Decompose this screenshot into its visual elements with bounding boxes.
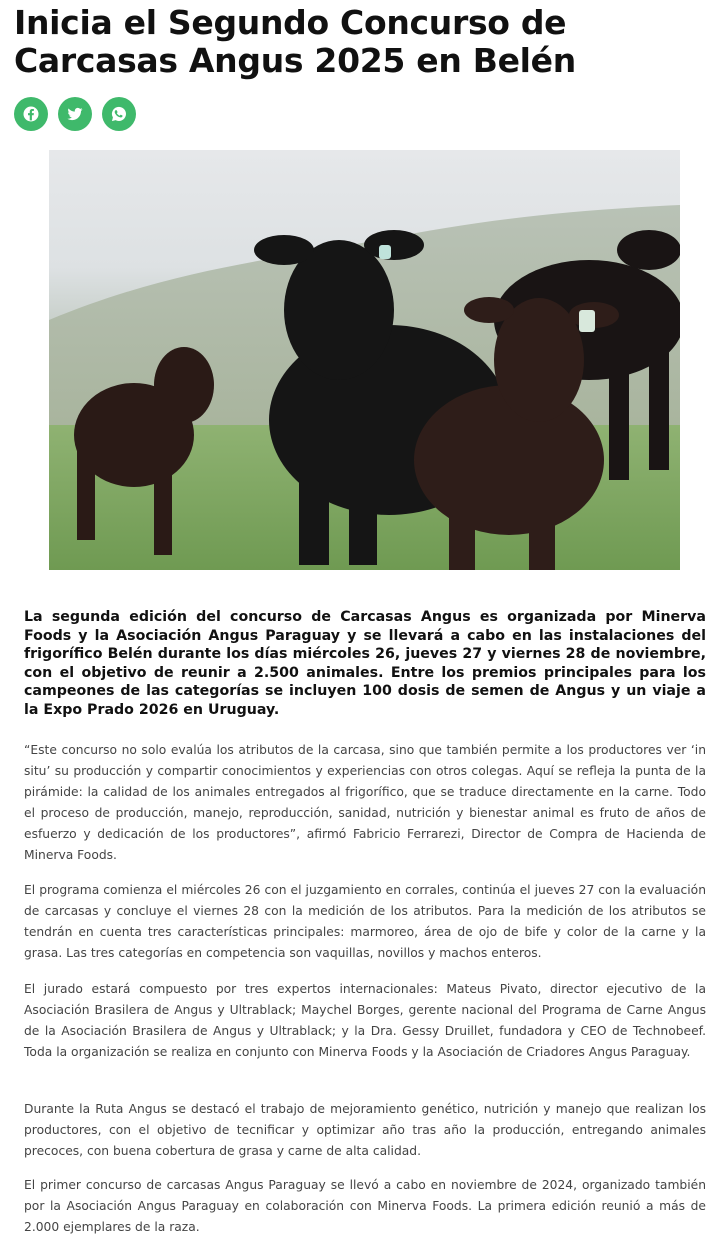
- twitter-share-button[interactable]: [58, 97, 92, 131]
- article-paragraph: El programa comienza el miércoles 26 con el juzgamiento en corrales, continúa el jueves 27 con la evaluación de carcasas y concluye el viernes 28 con la medición de los atributos. Para la medición de los atributos se tendrán en cuenta tres características principales: marmoreo, área de ojo de bife y color de la carne y la grasa. Las tres categorías en competencia son vaquillas, novillos y machos enteros.: [24, 883, 706, 960]
- article-lead: La segunda edición del concurso de Carcasas Angus es organizada por Minerva Foods y la Asociación Angus Paraguay y se llevará a cabo en las instalaciones del frigorífico Belén durante los días miércoles 26, jueves 27 y viernes 28 de noviembre, con el objetivo de reunir a 2.500 animales. Entre los premios principales para los campeones de las categorías se incluyen 100 dosis de semen de Angus y un viaje a la Expo Prado 2026 en Uruguay.: [24, 609, 706, 718]
- facebook-share-button[interactable]: [14, 97, 48, 131]
- article-title: Inicia el Segundo Concurso de Carcasas Angus 2025 en Belén: [14, 3, 576, 80]
- article-paragraph: El jurado estará compuesto por tres expertos internacionales: Mateus Pivato, director ejecutivo de la Asociación Brasilera de Angus y Ultrablack; Maychel Borges, gerente nacional del Programa de Carne Angus de la Asociación Brasilera de Angus y Ultrablack; y la Dra. Gessy Druillet, fundadora y CEO de Technobeef. Toda la organización se realiza en conjunto con Minerva Foods y la Asociación de Criadores Angus Paraguay.: [24, 982, 706, 1059]
- cattle-photo: [49, 150, 680, 570]
- twitter-icon: [66, 105, 84, 123]
- article-paragraph: El primer concurso de carcasas Angus Paraguay se llevó a cabo en noviembre de 2024, organizado también por la Asociación Angus Paraguay en colaboración con Minerva Foods. La primera edición reunió a más de 2.000 ejemplares de la raza.: [24, 1178, 706, 1234]
- facebook-icon: [22, 105, 40, 123]
- article-hero-image: [49, 150, 680, 570]
- article-paragraph: “Este concurso no solo evalúa los atributos de la carcasa, sino que también permite a los productores ver ‘in situ’ su producción y compartir conocimientos y experiencias con otros colegas. Aquí se refleja la punta de la pirámide: la calidad de los animales entregados al frigorífico, que se traduce directamente en la carne. Todo el proceso de producción, manejo, reproducción, sanidad, nutrición y bienestar animal es fruto de años de esfuerzo y dedicación de los productores”, afirmó Fabricio Ferrarezi, Director de Compra de Hacienda de Minerva Foods.: [24, 743, 706, 862]
- whatsapp-share-button[interactable]: [102, 97, 136, 131]
- article-paragraph: Durante la Ruta Angus se destacó el trabajo de mejoramiento genético, nutrición y manejo que realizan los productores, con el objetivo de tecnificar y optimizar año tras año la producción, entregando animales precoces, con buena cobertura de grasa y carne de alta calidad.: [24, 1102, 706, 1158]
- share-bar: [14, 97, 136, 131]
- whatsapp-icon: [110, 105, 128, 123]
